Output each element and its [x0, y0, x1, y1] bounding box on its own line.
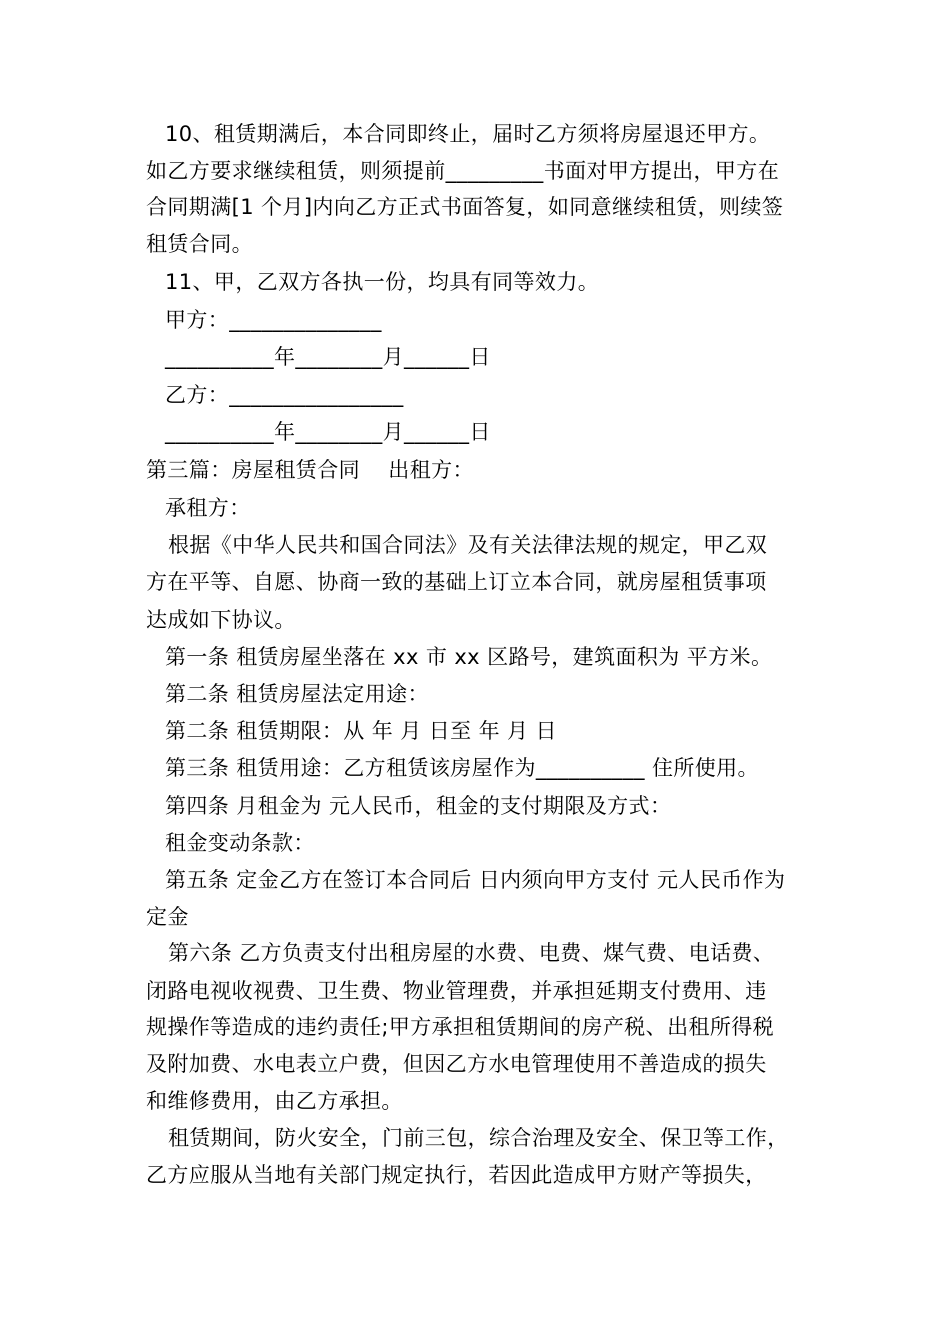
paragraph-line: 11、甲，乙双方各执一份，均具有同等效力。 — [165, 270, 600, 294]
paragraph-line: 和维修费用，由乙方承担。 — [146, 1089, 403, 1113]
paragraph-line: 第一条 租赁房屋坐落在 xx 市 xx 区路号，建筑面积为 平方米。 — [165, 645, 773, 669]
paragraph-line: 承租方： — [165, 496, 251, 520]
paragraph-line: 达成如下协议。 — [146, 608, 296, 632]
paragraph-line: 如乙方要求继续租赁，则须提前_________书面对甲方提出，甲方在 — [146, 159, 780, 183]
date-line: __________年________月______日 — [165, 345, 491, 369]
paragraph-line: 租金变动条款： — [165, 831, 315, 855]
paragraph-line: 闭路电视收视费、卫生费、物业管理费，并承担延期支付费用、违 — [146, 979, 767, 1003]
paragraph-line: 租赁合同。 — [146, 232, 253, 256]
paragraph-line: 10、租赁期满后，本合同即终止，届时乙方须将房屋退还甲方。 — [165, 122, 771, 146]
paragraph-line: 第三条 租赁用途：乙方租赁该房屋作为__________ 住所使用。 — [165, 756, 759, 780]
paragraph-line: 租赁期间，防火安全，门前三包，综合治理及安全、保卫等工作， — [168, 1126, 789, 1150]
paragraph-line: 第二条 租赁期限：从 年 月 日至 年 月 日 — [165, 719, 557, 743]
section-heading: 第三篇：房屋租赁合同 出租方： — [146, 458, 474, 482]
signature-line: 甲方：______________ — [165, 308, 382, 332]
paragraph-line: 方在平等、自愿、协商一致的基础上订立本合同，就房屋租赁事项 — [146, 570, 767, 594]
paragraph-line: 第五条 定金乙方在签订本合同后 日内须向甲方支付 元人民币作为 — [165, 868, 786, 892]
paragraph-line: 规操作等造成的违约责任;甲方承担租赁期间的房产税、出租所得税 — [146, 1015, 775, 1039]
paragraph-line: 第四条 月租金为 元人民币，租金的支付期限及方式： — [165, 794, 672, 818]
paragraph-line: 第六条 乙方负责支付出租房屋的水费、电费、煤气费、电话费、 — [168, 941, 775, 965]
paragraph-line: 根据《中华人民共和国合同法》及有关法律法规的规定，甲乙双 — [168, 533, 768, 557]
paragraph-line: 合同期满[1 个月]内向乙方正式书面答复，如同意继续租赁，则续签 — [146, 195, 784, 219]
paragraph-line: 及附加费、水电表立户费，但因乙方水电管理使用不善造成的损失 — [146, 1052, 767, 1076]
signature-line: 乙方：________________ — [165, 383, 404, 407]
paragraph-line: 第二条 租赁房屋法定用途： — [165, 682, 429, 706]
paragraph-line: 乙方应服从当地有关部门规定执行，若因此造成甲方财产等损失， — [146, 1163, 767, 1187]
paragraph-line: 定金 — [146, 905, 189, 929]
date-line: __________年________月______日 — [165, 420, 491, 444]
